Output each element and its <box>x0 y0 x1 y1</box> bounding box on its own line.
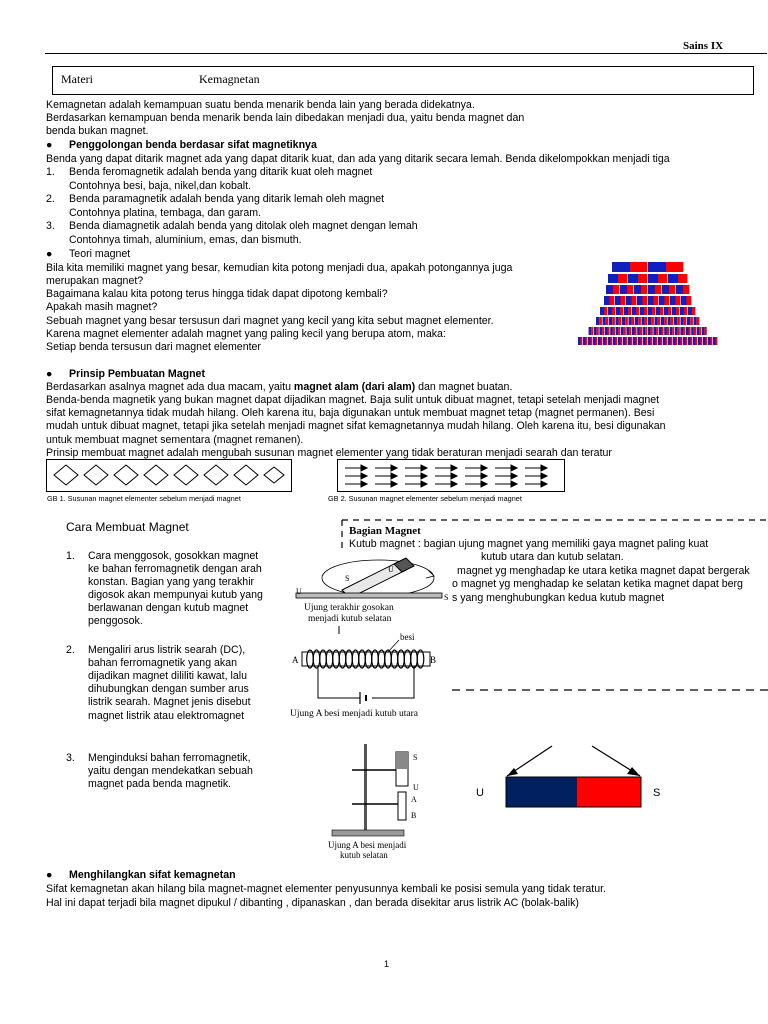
fig1-caption-line1: Ujung terakhir gosokan <box>304 603 394 613</box>
pyramid-cell <box>653 327 656 335</box>
pyramid-cell <box>596 337 598 345</box>
pyramid-cell <box>586 337 588 345</box>
cara-line: konstan. Bagian yang yang terakhir <box>88 576 255 588</box>
cara-line: Mengaliri arus listrik searah (DC), <box>88 644 246 656</box>
pyramid-cell <box>659 296 665 305</box>
pyramid-cell <box>653 337 656 345</box>
pyramid-cell <box>664 317 667 325</box>
fig1-pole-s-right: S <box>444 593 449 602</box>
pyramid-cell <box>578 337 581 345</box>
bagian-line: s yang menghubungkan kedua kutub magnet <box>452 592 665 604</box>
pyramid-cell <box>616 307 620 315</box>
pyramid-cell <box>634 285 641 294</box>
cara-line: magnet listrik atau elektromagnet <box>88 710 245 722</box>
pyramid-cell <box>662 285 669 294</box>
fig3-caption-line1: Ujung A besi menjadi <box>328 840 407 850</box>
pyramid-cell <box>690 317 693 325</box>
pyramid-cell <box>632 317 635 325</box>
pyramid-cell <box>664 327 667 335</box>
pyramid-cell <box>683 285 689 294</box>
list-item-example: Contohnya besi, baja, nikel,dan kobalt. <box>69 180 251 192</box>
list-item: Benda paramagnetik adalah benda yang ditarik lemah oleh magnet <box>69 193 385 205</box>
pyramid-cell <box>716 337 718 345</box>
pyramid-cell <box>602 327 604 335</box>
pyramid-cell <box>701 337 703 345</box>
fig3-pole-s: S <box>413 753 418 762</box>
pyramid-cell <box>686 337 688 345</box>
fig2-pole-a: A <box>292 655 299 665</box>
pyramid-cell <box>673 337 676 345</box>
pyramid-cell <box>629 327 631 335</box>
pyramid-cell <box>641 337 643 345</box>
pyramid-cell <box>658 274 667 283</box>
pyramid-cell <box>648 296 654 305</box>
pyramid-cell <box>676 337 678 345</box>
pyramid-cell <box>688 337 691 345</box>
section1-lead: Benda yang dapat ditarik magnet ada yang dapat ditarik kuat, dan ada yang ditarik secara lemah. Benda dikelompokkan menjadi tiga <box>46 153 670 165</box>
pyramid-cell <box>648 317 651 325</box>
fig3-pole-u: U <box>413 783 419 792</box>
section3-bold-text: magnet alam (dari alam) <box>293 381 416 393</box>
pyramid-cell <box>610 296 615 305</box>
pyramid-cell <box>652 307 655 315</box>
pyramid-cell <box>630 262 647 272</box>
pyramid-cell <box>636 307 639 315</box>
pyramid-cell <box>671 317 674 325</box>
section2-line: merupakan magnet? <box>46 275 144 287</box>
bagian-line: o magnet yg menghadap ke selatan ketika magnet dapat berg <box>452 578 743 590</box>
pyramid-cell <box>708 337 711 345</box>
section4-line: Sifat kemagnetan akan hilang bila magnet-magnet elementer penyusunnya kembali ke posisi semula yang tidak teratur. <box>46 883 607 895</box>
figure-gb2-caption: GB 2. Susunan magnet elementer sebelum menjadi magnet <box>328 494 522 503</box>
pyramid-cell <box>613 285 619 294</box>
pyramid-cell <box>606 317 609 325</box>
pyramid-cell <box>593 337 596 345</box>
page-number: 1 <box>384 959 390 969</box>
pyramid-cell <box>663 337 666 345</box>
pyramid-cell <box>659 327 662 335</box>
pyramid-cell <box>683 327 685 335</box>
bullet-icon: ● <box>46 248 53 260</box>
pyramid-cell <box>648 262 666 272</box>
pyramid-cell <box>627 285 633 294</box>
cara-line: Menginduksi bahan ferromagnetik, <box>88 752 251 764</box>
section1-heading: Penggolongan benda berdasar sifat magnetiknya <box>69 139 317 151</box>
pyramid-cell <box>692 307 695 315</box>
pyramid-cell <box>693 337 696 345</box>
figure-rubbing <box>290 548 450 634</box>
pyramid-cell <box>632 307 636 315</box>
pyramid-cell <box>616 337 618 345</box>
fig3-pole-a: A <box>411 795 417 804</box>
pyramid-cell <box>655 285 661 294</box>
pyramid-cell <box>632 327 635 335</box>
pyramid-cell <box>622 317 625 325</box>
section3-line: Benda-benda magnetik yang bukan magnet dapat dijadikan magnet. Baja sulit untuk dibuat magnet, tetapi setelah menjadi magnet <box>46 394 660 406</box>
pyramid-cell <box>643 327 646 335</box>
pyramid-cell <box>599 327 602 335</box>
pyramid-cell <box>608 307 612 315</box>
pyramid-cell <box>665 296 670 305</box>
bar-magnet-diagram <box>474 742 674 816</box>
pyramid-cell <box>694 327 696 335</box>
cara-line: bahan ferromagnetik yang akan <box>88 657 238 669</box>
pyramid-cell <box>706 337 708 345</box>
header-rule <box>45 53 767 54</box>
pyramid-cell <box>604 296 610 305</box>
list-item: Benda feromagnetik adalah benda yang ditarik kuat oleh magnet <box>69 166 373 178</box>
pyramid-cell <box>621 296 626 305</box>
pyramid-cell <box>678 274 687 283</box>
pyramid-cell <box>683 337 686 345</box>
pyramid-cell <box>626 296 632 305</box>
pyramid-cell <box>694 317 697 325</box>
section3-text: dan magnet buatan. <box>415 381 513 393</box>
pyramid-cell <box>670 296 676 305</box>
pyramid-cell <box>678 337 681 345</box>
fig2-label-besi: besi <box>400 632 415 642</box>
fig1-caption-line2: menjadi kutub selatan <box>308 614 392 624</box>
topic-box <box>52 66 754 95</box>
pyramid-cell <box>623 337 626 345</box>
pyramid-cell <box>628 337 631 345</box>
pyramid-cell <box>638 274 647 283</box>
figure-induction <box>322 740 432 862</box>
pyramid-cell <box>658 337 661 345</box>
pyramid-cell <box>671 337 673 345</box>
pyramid-cell <box>621 327 624 335</box>
pyramid-cell <box>672 327 674 335</box>
pyramid-cell <box>648 285 655 294</box>
list-number: 3. <box>46 220 55 232</box>
pyramid-cell <box>645 327 647 335</box>
cara-line: digosok akan mempunyai kutub yang <box>88 589 263 601</box>
pyramid-cell <box>620 285 627 294</box>
pyramid-cell <box>641 285 647 294</box>
pyramid-cell <box>666 262 683 272</box>
section4-line: Hal ini dapat terjadi bila magnet dipukul / dibanting , dipanaskan , dan berada disekitar arus listrik AC (bolak-balik) <box>46 897 579 909</box>
pyramid-cell <box>699 327 701 335</box>
topic-label: Materi <box>61 72 93 86</box>
figure-gb1 <box>46 459 292 493</box>
pyramid-cell <box>597 327 599 335</box>
section3-line: untuk membuat magnet sementara (magnet remanen). <box>46 434 304 446</box>
pyramid-cell <box>616 327 619 335</box>
section3-line: mudah untuk dibuat magnet, tetapi jika setelah menjadi magnet sifat kemagnetannya mudah hilang. Oleh karena itu, besi digunakan <box>46 420 666 432</box>
bar-magnet-south <box>577 777 641 807</box>
pyramid-cell <box>711 337 713 345</box>
pyramid-cell <box>628 307 631 315</box>
pyramid-cell <box>615 296 621 305</box>
figure-gb2 <box>337 459 565 493</box>
pyramid-cell <box>640 327 642 335</box>
pyramid-cell <box>655 317 658 325</box>
pyramid-cell <box>611 337 613 345</box>
pyramid-cell <box>697 327 700 335</box>
pyramid-cell <box>678 327 680 335</box>
pyramid-cell <box>661 317 664 325</box>
pyramid-cell <box>688 307 692 315</box>
pyramid-cell <box>668 274 678 283</box>
cara-number: 1. <box>66 550 75 562</box>
pyramid-cell <box>643 337 646 345</box>
pyramid-cell <box>626 327 629 335</box>
pyramid-cell <box>660 307 663 315</box>
pyramid-cell <box>603 337 606 345</box>
pyramid-cell <box>633 337 636 345</box>
fig3-caption-line2: kutub selatan <box>340 850 388 860</box>
pyramid-cell <box>613 337 616 345</box>
intro-line: benda bukan magnet. <box>46 125 149 137</box>
pyramid-cell <box>618 274 627 283</box>
intro-line: Kemagnetan adalah kemampuan suatu benda menarik benda lain yang berada didekatnya. <box>46 99 475 111</box>
cara-line: yaitu dengan mendekatkan sebuah <box>88 765 253 777</box>
pyramid-cell <box>674 317 677 325</box>
pyramid-cell <box>642 317 645 325</box>
pyramid-cell <box>687 296 692 305</box>
pyramid-cell <box>618 327 620 335</box>
pyramid-cell <box>684 307 687 315</box>
list-number: 2. <box>46 193 55 205</box>
pyramid-cell <box>637 327 640 335</box>
pyramid-cell <box>621 337 623 345</box>
section2-heading: Teori magnet <box>69 248 131 260</box>
topic-value: Kemagnetan <box>199 72 260 86</box>
figure-gb1-caption: GB 1. Susunan magnet elementer sebelum menjadi magnet <box>47 494 241 503</box>
pyramid-cell <box>620 307 623 315</box>
pyramid-cell <box>616 317 619 325</box>
pyramid-cell <box>608 327 610 335</box>
pyramid-cell <box>664 307 668 315</box>
pyramid-cell <box>658 317 661 325</box>
pyramid-cell <box>625 317 628 325</box>
pyramid-cell <box>589 327 592 335</box>
pyramid-cell <box>599 317 602 325</box>
pyramid-cell <box>608 274 618 283</box>
pyramid-cell <box>612 262 630 272</box>
section3-line: Prinsip membuat magnet adalah mengubah susunan magnet elementer yang tidak beraturan menjadi searah dan teratur <box>46 447 612 459</box>
pyramid-cell <box>643 296 648 305</box>
pyramid-cell <box>687 317 690 325</box>
pyramid-cell <box>651 317 654 325</box>
pyramid-cell <box>624 327 626 335</box>
pyramid-cell <box>676 285 683 294</box>
pyramid-cell <box>594 327 597 335</box>
pyramid-cell <box>675 327 678 335</box>
pyramid-cell <box>651 337 653 345</box>
pyramid-cell <box>669 285 675 294</box>
pyramid-cell <box>606 285 613 294</box>
bullet-icon: ● <box>46 139 53 151</box>
pyramid-cell <box>645 317 648 325</box>
pyramid-cell <box>596 317 599 325</box>
bullet-icon: ● <box>46 368 53 380</box>
pyramid-cell <box>610 327 613 335</box>
section2-line: Sebuah magnet yang besar tersusun dari magnet yang kecil yang kita sebut magnet elementer. <box>46 315 494 327</box>
pyramid-cell <box>648 307 652 315</box>
pyramid-cell <box>670 327 673 335</box>
pyramid-cell <box>581 337 583 345</box>
cara-number: 3. <box>66 752 75 764</box>
pyramid-cell <box>628 274 638 283</box>
figure-electromagnet <box>288 630 458 720</box>
pyramid-cell <box>598 337 601 345</box>
pyramid-cell <box>703 337 706 345</box>
list-item-example: Contohnya platina, tembaga, dan garam. <box>69 207 261 219</box>
pyramid-cell <box>612 307 615 315</box>
pyramid-cell <box>676 296 681 305</box>
pyramid-cell <box>680 307 684 315</box>
bar-label-s: S <box>653 787 661 799</box>
pyramid-cell <box>638 337 641 345</box>
list-number: 1. <box>46 166 55 178</box>
pyramid-cell <box>681 337 683 345</box>
pyramid-cell <box>629 317 632 325</box>
pyramid-cell <box>648 337 651 345</box>
pyramid-cell <box>654 296 659 305</box>
cara-title: Cara Membuat Magnet <box>66 520 189 534</box>
pyramid-cell <box>626 337 628 345</box>
pyramid-cell <box>698 337 701 345</box>
bullet-icon: ● <box>46 869 53 881</box>
pyramid-cell <box>588 337 591 345</box>
fig1-pole-u: U <box>388 565 394 574</box>
pyramid-cell <box>624 307 628 315</box>
pyramid-cell <box>691 327 694 335</box>
pyramid-cell <box>605 327 608 335</box>
section2-line: Setiap benda tersusun dari magnet elementer <box>46 341 261 353</box>
pyramid-cell <box>646 337 648 345</box>
pyramid-cell <box>684 317 687 325</box>
pyramid-cell <box>702 327 705 335</box>
intro-line: Berdasarkan kemampuan benda menarik benda lain dibedakan menjadi dua, yaitu benda magnet dan <box>46 112 525 124</box>
pyramid-cell <box>618 337 621 345</box>
pyramid-cell <box>666 337 668 345</box>
section3-line: sifat kemagnetannya tidak mudah hilang. Oleh karena itu, baja digunakan untuk membuat magnet tetap (magnet permanen). Besi <box>46 407 655 419</box>
cara-line: listrik searah. Magnet jenis disebut <box>88 696 251 708</box>
cara-line: dihubungkan dengan sumber arus <box>88 683 249 695</box>
elementary-magnet-pyramid <box>572 258 724 348</box>
pyramid-cell <box>635 327 637 335</box>
pyramid-cell <box>668 317 671 325</box>
pyramid-cell <box>656 307 660 315</box>
pyramid-cell <box>705 327 707 335</box>
pyramid-cell <box>651 327 653 335</box>
pyramid-cell <box>591 337 593 345</box>
pyramid-cell <box>609 317 612 325</box>
pyramid-cell <box>583 337 586 345</box>
pyramid-cell <box>613 327 615 335</box>
fig1-pole-s: S <box>345 574 350 583</box>
header-label: Sains IX <box>683 40 724 52</box>
pyramid-cell <box>632 296 637 305</box>
pyramid-cell <box>713 337 716 345</box>
pyramid-cell <box>636 337 638 345</box>
pyramid-cell <box>672 307 676 315</box>
bar-label-u: U <box>476 787 484 799</box>
pyramid-cell <box>635 317 638 325</box>
fig2-pole-b: B <box>430 655 437 665</box>
list-item-example: Contohnya timah, aluminium, emas, dan bismuth. <box>69 234 302 246</box>
section2-line: Apakah masih magnet? <box>46 301 158 313</box>
pyramid-cell <box>619 317 622 325</box>
fig1-pole-u-left: U <box>296 587 302 596</box>
pyramid-cell <box>648 327 651 335</box>
pyramid-cell <box>661 337 663 345</box>
pyramid-cell <box>681 317 684 325</box>
section3-text: Berdasarkan asalnya magnet ada dua macam, yaitu <box>46 381 294 393</box>
pyramid-cell <box>600 307 604 315</box>
pyramid-cell <box>667 327 669 335</box>
section2-line: Bila kita memiliki magnet yang besar, kemudian kita potong menjadi dua, apakah potongannya juga <box>46 262 513 274</box>
bagian-title: Bagian Magnet <box>349 525 421 537</box>
pyramid-cell <box>656 327 658 335</box>
cara-line: Cara menggosok, gosokkan magnet <box>88 550 259 562</box>
pyramid-cell <box>691 337 693 345</box>
pyramid-cell <box>668 337 671 345</box>
cara-line: berlawanan dengan kutub magnet <box>88 602 249 614</box>
pyramid-cell <box>697 317 700 325</box>
bagian-line: Kutub magnet : bagian ujung magnet yang memiliki gaya magnet paling kuat <box>349 538 709 550</box>
fig3-pole-b: B <box>411 811 417 820</box>
pyramid-cell <box>591 327 593 335</box>
pyramid-cell <box>689 327 691 335</box>
pyramid-cell <box>662 327 664 335</box>
pyramid-cell <box>676 307 679 315</box>
section2-line: Bagaimana kalau kita potong terus hingga tidak dapat dipotong kembali? <box>46 288 388 300</box>
pyramid-cell <box>601 337 603 345</box>
pyramid-cell <box>603 317 606 325</box>
pyramid-cell <box>631 337 633 345</box>
pyramid-cell <box>656 337 658 345</box>
pyramid-cell <box>677 317 680 325</box>
cara-line: penggosok. <box>88 615 143 627</box>
pyramid-cell <box>608 337 611 345</box>
pyramid-cell <box>680 327 683 335</box>
pyramid-cell <box>612 317 615 325</box>
bagian-line: kutub utara dan kutub selatan. <box>481 551 624 563</box>
cara-number: 2. <box>66 644 75 656</box>
pyramid-cell <box>604 307 607 315</box>
pyramid-cell <box>686 327 689 335</box>
section4-heading: Menghilangkan sifat kemagnetan <box>69 869 236 881</box>
pyramid-cell <box>681 296 687 305</box>
pyramid-cell <box>644 307 647 315</box>
section3-line <box>46 381 512 394</box>
pyramid-cell <box>668 307 671 315</box>
cara-line: magnet pada benda magnetik. <box>88 778 232 790</box>
cara-line: dijadikan magnet dililiti kawat, lalu <box>88 670 247 682</box>
section3-heading: Prinsip Pembuatan Magnet <box>69 368 205 380</box>
bar-magnet-north <box>506 777 577 807</box>
bagian-line: magnet yg menghadap ke utara ketika magnet dapat bergerak <box>457 565 750 577</box>
pyramid-cell <box>638 317 641 325</box>
pyramid-cell <box>606 337 608 345</box>
cara-line: ke bahan ferromagnetik dengan arah <box>88 563 262 575</box>
pyramid-cell <box>640 307 644 315</box>
fig2-caption: Ujung A besi menjadi kutub utara <box>290 709 418 719</box>
pyramid-cell <box>637 296 643 305</box>
section2-line: Karena magnet elementer adalah magnet yang paling kecil yang berupa atom, maka: <box>46 328 446 340</box>
pyramid-cell <box>696 337 698 345</box>
pyramid-cell <box>648 274 658 283</box>
list-item: Benda diamagnetik adalah benda yang ditolak oleh magnet dengan lemah <box>69 220 418 232</box>
